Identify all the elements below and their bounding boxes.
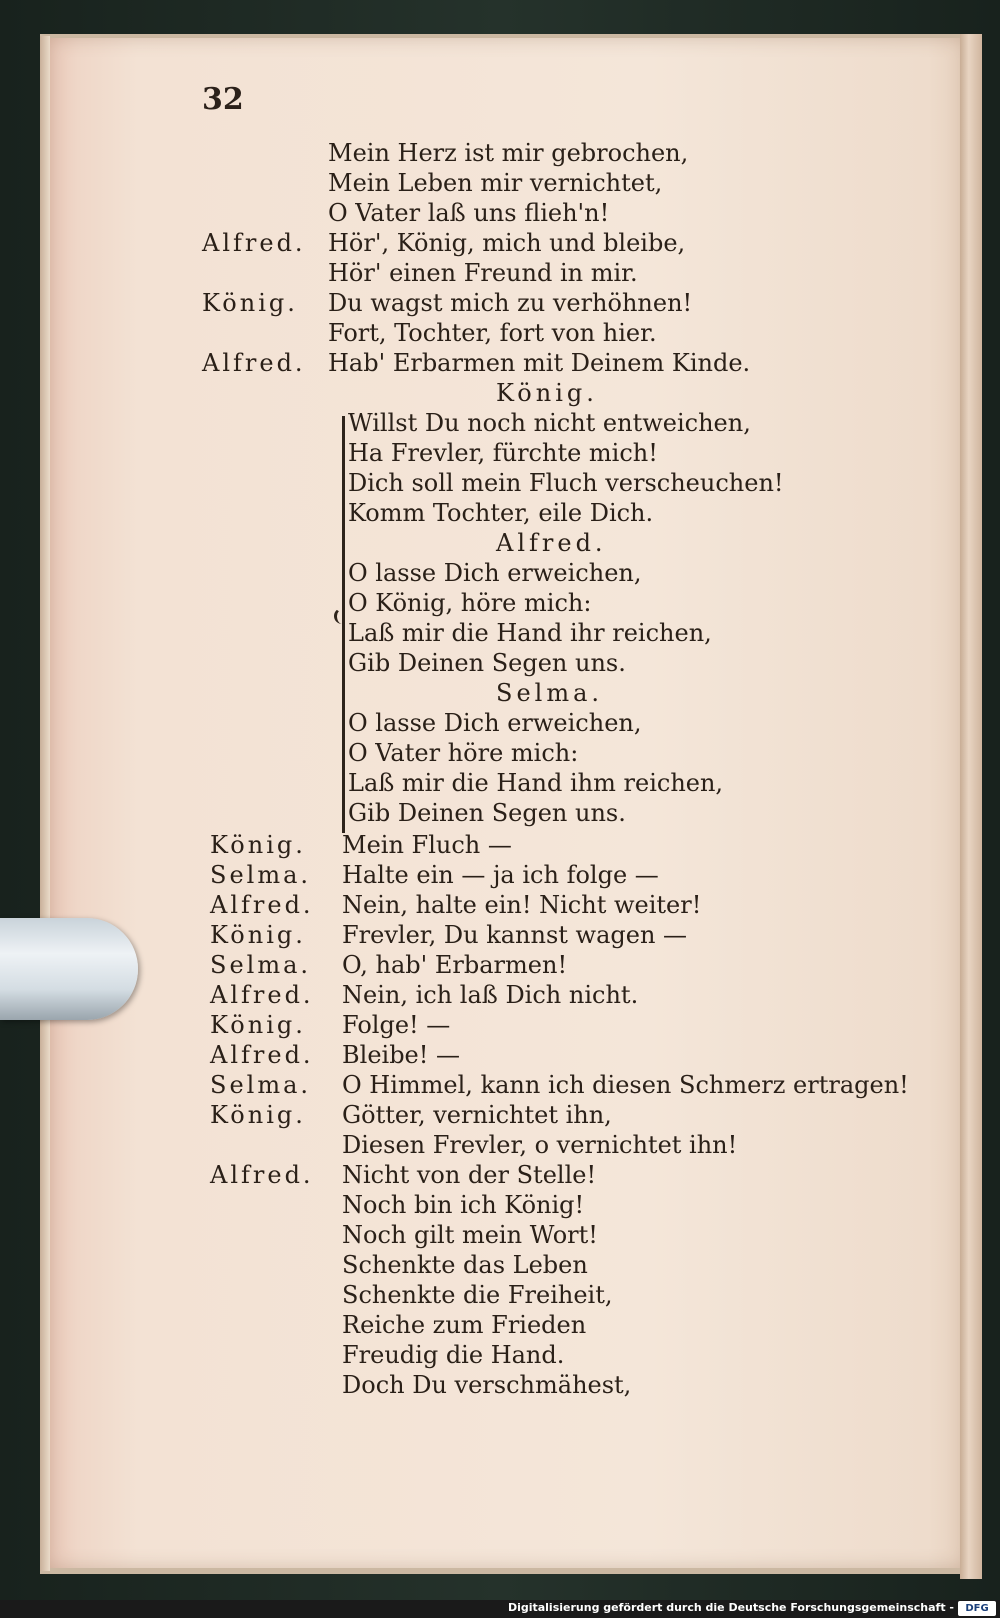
speaker-label: König. [210,1011,306,1039]
dialogue-line: Doch Du verschmähest, [342,1371,632,1399]
ensemble-line: Gib Deinen Segen uns. [348,649,626,677]
speaker-label: Selma. [210,1071,312,1099]
ensemble-heading: Alfred. [496,529,607,557]
speaker-label: König. [210,921,306,949]
ensemble-bracket-tip [334,608,347,624]
ensemble-line: O lasse Dich erweichen, [348,559,642,587]
dialogue-line: Freudig die Hand. [342,1341,565,1369]
dialogue-line: O, hab' Erbarmen! [342,951,568,979]
verse-line: Fort, Tochter, fort von hier. [328,319,657,347]
dialogue-line: O Himmel, kann ich diesen Schmerz ertragen! [342,1071,909,1099]
ensemble-line: Komm Tochter, eile Dich. [348,499,654,527]
dialogue-line: Nein, ich laß Dich nicht. [342,981,639,1009]
dialogue-line: Bleibe! — [342,1041,461,1069]
speaker-label: König. [210,831,306,859]
dialogue-line: Nicht von der Stelle! [342,1161,597,1189]
dialogue-line: Noch gilt mein Wort! [342,1221,598,1249]
speaker-label: König. [202,289,298,317]
speaker-label: König. [210,1101,306,1129]
dialogue-line: Nein, halte ein! Nicht weiter! [342,891,702,919]
ensemble-line: O lasse Dich erweichen, [348,709,642,737]
verse-line: Mein Herz ist mir gebrochen, [328,139,689,167]
page-edge-left [40,36,50,1571]
speaker-label: Selma. [210,861,312,889]
page-edge-right [960,34,982,1579]
speaker-label: Alfred. [202,349,306,377]
ensemble-heading: König. [496,379,598,407]
dialogue-line: Schenkte die Freiheit, [342,1281,613,1309]
ensemble-line: O König, höre mich: [348,589,592,617]
dialogue-line: Frevler, Du kannst wagen — [342,921,688,949]
ensemble-bracket [342,416,345,833]
dialogue-line: Noch bin ich König! [342,1191,585,1219]
dialogue-line: Diesen Frevler, o vernichtet ihn! [342,1131,738,1159]
ensemble-line: Laß mir die Hand ihm reichen, [348,769,724,797]
ensemble-line: Willst Du noch nicht entweichen, [348,409,751,437]
ensemble-line: Ha Frevler, fürchte mich! [348,439,658,467]
dialogue-line: Schenkte das Leben [342,1251,588,1279]
ensemble-line: Dich soll mein Fluch verscheuchen! [348,469,784,497]
speaker-label: Alfred. [202,229,306,257]
speaker-label: Alfred. [210,981,314,1009]
verse-line: Hör', König, mich und bleibe, [328,229,686,257]
ensemble-line: Gib Deinen Segen uns. [348,799,626,827]
dialogue-line: Götter, vernichtet ihn, [342,1101,612,1129]
dialogue-line: Halte ein — ja ich folge — [342,861,659,889]
verse-line: Mein Leben mir vernichtet, [328,169,663,197]
speaker-label: Selma. [210,951,312,979]
page-holder-clip [0,918,138,1020]
verse-line: Du wagst mich zu verhöhnen! [328,289,693,317]
verse-line: Hab' Erbarmen mit Deinem Kinde. [328,349,751,377]
footer-credit: Digitalisierung gefördert durch die Deutsche Forschungsgemeinschaft - [507,1601,954,1614]
speaker-label: Alfred. [210,891,314,919]
dfg-logo: DFG [958,1601,996,1616]
speaker-label: Alfred. [210,1161,314,1189]
speaker-label: Alfred. [210,1041,314,1069]
page-number: 32 [202,82,244,117]
ensemble-line: O Vater höre mich: [348,739,579,767]
dialogue-line: Reiche zum Frieden [342,1311,587,1339]
dialogue-line: Mein Fluch — [342,831,512,859]
verse-line: Hör' einen Freund in mir. [328,259,638,287]
ensemble-line: Laß mir die Hand ihr reichen, [348,619,712,647]
dialogue-line: Folge! — [342,1011,451,1039]
verse-line: O Vater laß uns flieh'n! [328,199,610,227]
ensemble-heading: Selma. [496,679,604,707]
